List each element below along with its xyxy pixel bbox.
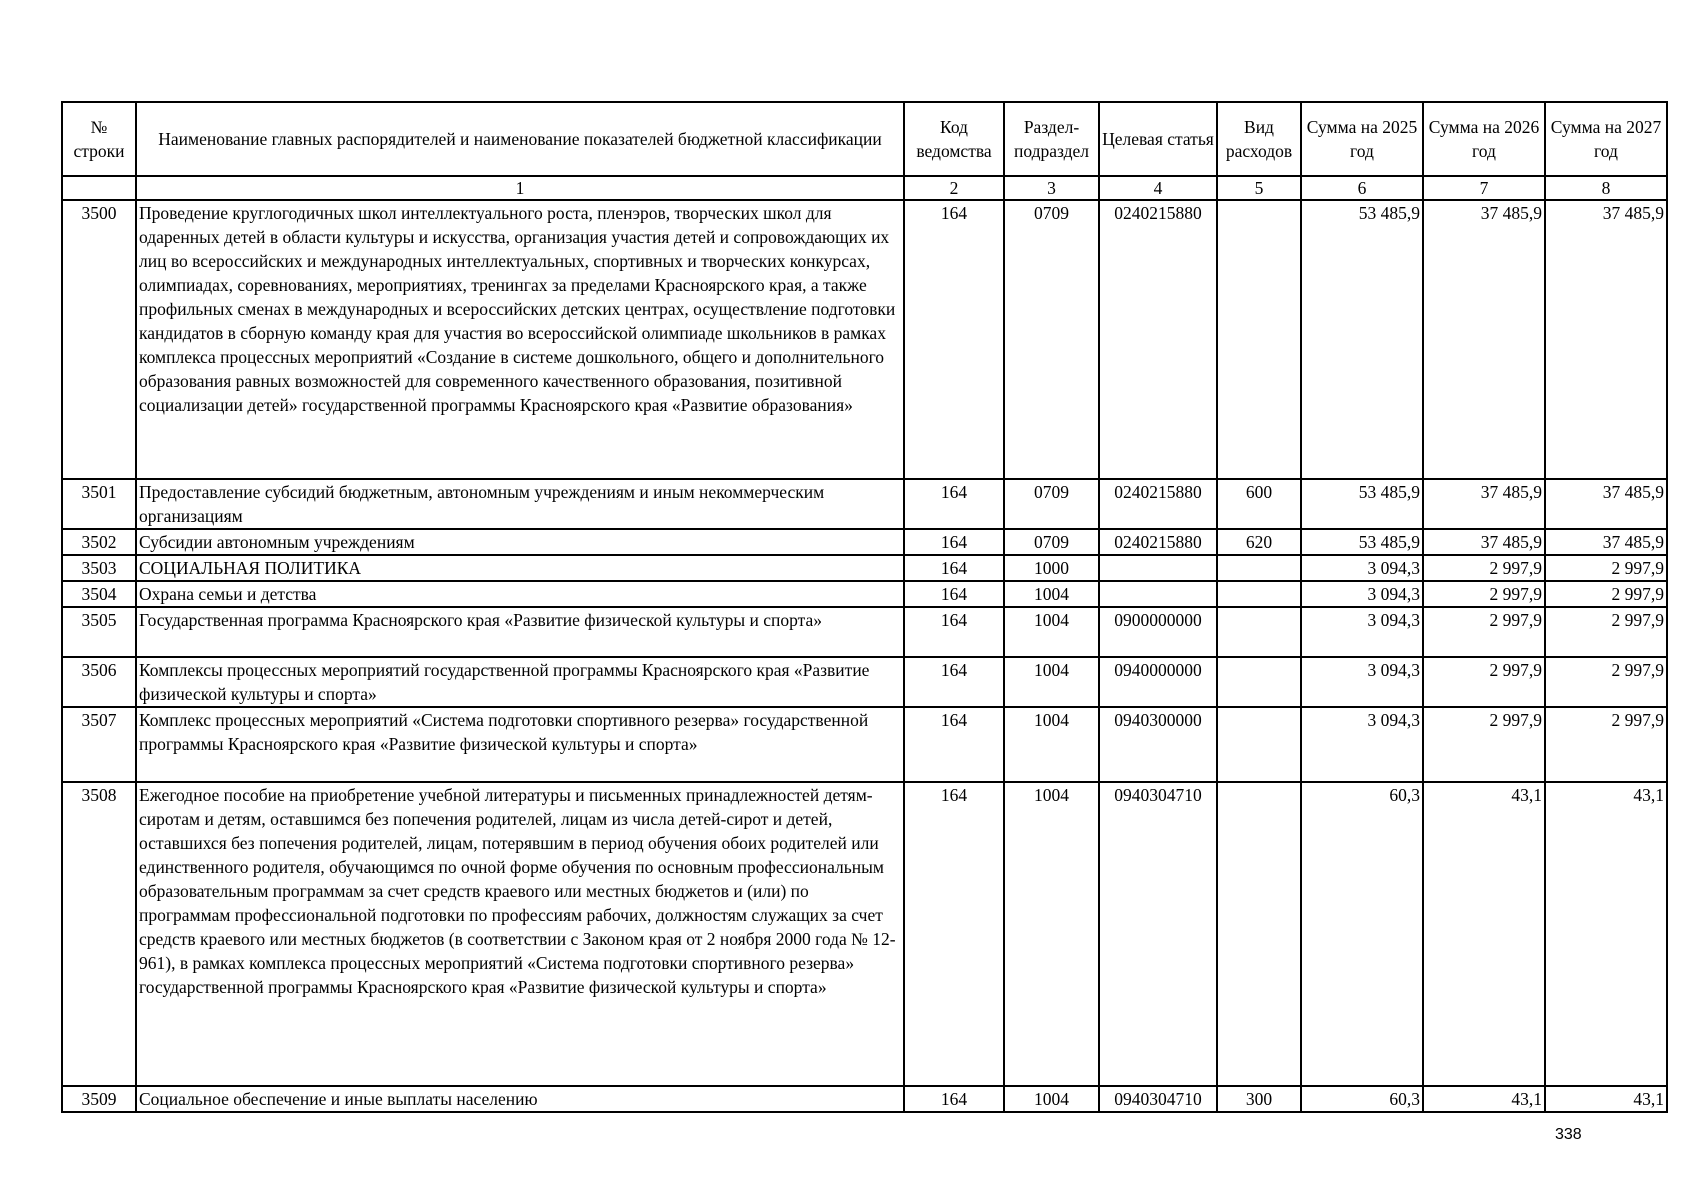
row-number: 3506 <box>62 657 136 707</box>
section-code: 1004 <box>1004 657 1099 707</box>
sum-2025: 3 094,3 <box>1301 607 1423 657</box>
row-number: 3500 <box>62 200 136 479</box>
page-number: 338 <box>1555 1126 1582 1143</box>
table-row <box>62 1086 1667 1112</box>
table-row <box>62 479 1667 529</box>
column-number: 3 <box>1004 176 1099 200</box>
table-row <box>62 782 1667 1086</box>
sum-2025: 3 094,3 <box>1301 581 1423 607</box>
sum-2027: 37 485,9 <box>1545 529 1667 555</box>
dept-code: 164 <box>904 782 1004 1086</box>
expense-type: 300 <box>1217 1086 1301 1112</box>
target-article <box>1099 581 1217 607</box>
target-article: 0940300000 <box>1099 707 1217 782</box>
row-name: Проведение круглогодичных школ интеллектуального роста, пленэров, творческих школ для одаренных детей в области культуры и искусства, организация участия детей и сопровождающих их лиц во всероссийских и международных интеллектуальных, спортивных и творческих конкурсах, олимпиадах, соревнованиях, мероприятиях, тренингах за пределами Красноярского края, а также профильных сменах в международных и всероссийских детских центрах, осуществление подготовки кандидатов в сборную команду края для участия во всероссийской олимпиаде школьников в рамках комплекса процессных мероприятий «Создание в системе дошкольного, общего и дополнительного образования равных возможностей для современного качественного образования, позитивной социализации детей» государственной программы Красноярского края «Развитие образования» <box>136 200 904 479</box>
header-sum-2026: Сумма на 2026 год <box>1423 102 1545 176</box>
dept-code: 164 <box>904 200 1004 479</box>
section-code: 1004 <box>1004 1086 1099 1112</box>
sum-2026: 37 485,9 <box>1423 529 1545 555</box>
sum-2026: 2 997,9 <box>1423 581 1545 607</box>
table-row <box>62 529 1667 555</box>
target-article: 0940304710 <box>1099 1086 1217 1112</box>
column-number: 8 <box>1545 176 1667 200</box>
dept-code: 164 <box>904 555 1004 581</box>
header-section: Раздел-подраздел <box>1004 102 1099 176</box>
expense-type: 600 <box>1217 479 1301 529</box>
expense-type <box>1217 555 1301 581</box>
sum-2027: 2 997,9 <box>1545 707 1667 782</box>
target-article: 0240215880 <box>1099 200 1217 479</box>
expense-type <box>1217 657 1301 707</box>
sum-2026: 37 485,9 <box>1423 479 1545 529</box>
row-name: Субсидии автономным учреждениям <box>136 529 904 555</box>
sum-2025: 53 485,9 <box>1301 479 1423 529</box>
column-number-row <box>62 176 1667 200</box>
budget-table <box>61 101 1668 1113</box>
target-article: 0940000000 <box>1099 657 1217 707</box>
header-expense-type: Вид расходов <box>1217 102 1301 176</box>
section-code: 0709 <box>1004 479 1099 529</box>
sum-2027: 43,1 <box>1545 782 1667 1086</box>
sum-2027: 2 997,9 <box>1545 607 1667 657</box>
column-number: 2 <box>904 176 1004 200</box>
row-name: Комплекс процессных мероприятий «Система подготовки спортивного резерва» государственной программы Красноярского края «Развитие физической культуры и спорта» <box>136 707 904 782</box>
sum-2027: 43,1 <box>1545 1086 1667 1112</box>
sum-2026: 2 997,9 <box>1423 707 1545 782</box>
row-name: Охрана семьи и детства <box>136 581 904 607</box>
header-sum-2027: Сумма на 2027 год <box>1545 102 1667 176</box>
header-name: Наименование главных распорядителей и наименование показателей бюджетной классификации <box>136 102 904 176</box>
row-name: Ежегодное пособие на приобретение учебной литературы и письменных принадлежностей детям-сиротам и детям, оставшимся без попечения родителей, лицам из числа детей-сирот и детей, оставшихся без попечения родителей, лицам, потерявшим в период обучения обоих родителей или единственного родителя, обучающимся по очной форме обучения по основным профессиональным образовательным программам за счет средств краевого или местных бюджетов и (или) по программам профессиональной подготовки по профессиям рабочих, должностям служащих за счет средств краевого или местных бюджетов (в соответствии с Законом края от 2 ноября 2000 года № 12-961), в рамках комплекса процессных мероприятий «Система подготовки спортивного резерва» государственной программы Красноярского края «Развитие физической культуры и спорта» <box>136 782 904 1086</box>
dept-code: 164 <box>904 479 1004 529</box>
sum-2025: 3 094,3 <box>1301 707 1423 782</box>
row-number: 3507 <box>62 707 136 782</box>
target-article: 0240215880 <box>1099 479 1217 529</box>
section-code: 1004 <box>1004 581 1099 607</box>
target-article <box>1099 555 1217 581</box>
section-code: 1000 <box>1004 555 1099 581</box>
dept-code: 164 <box>904 529 1004 555</box>
target-article: 0900000000 <box>1099 607 1217 657</box>
header-row <box>62 102 1667 176</box>
row-name: СОЦИАЛЬНАЯ ПОЛИТИКА <box>136 555 904 581</box>
column-number: 5 <box>1217 176 1301 200</box>
row-number: 3501 <box>62 479 136 529</box>
column-number: 6 <box>1301 176 1423 200</box>
expense-type <box>1217 607 1301 657</box>
dept-code: 164 <box>904 581 1004 607</box>
column-number: 4 <box>1099 176 1217 200</box>
row-name: Государственная программа Красноярского края «Развитие физической культуры и спорта» <box>136 607 904 657</box>
row-number: 3504 <box>62 581 136 607</box>
sum-2026: 37 485,9 <box>1423 200 1545 479</box>
header-dept-code: Код ведомства <box>904 102 1004 176</box>
row-name: Социальное обеспечение и иные выплаты населению <box>136 1086 904 1112</box>
header-target-article: Целевая статья <box>1099 102 1217 176</box>
expense-type <box>1217 200 1301 479</box>
row-name: Комплексы процессных мероприятий государственной программы Красноярского края «Развитие физической культуры и спорта» <box>136 657 904 707</box>
dept-code: 164 <box>904 657 1004 707</box>
sum-2025: 3 094,3 <box>1301 555 1423 581</box>
table-row <box>62 607 1667 657</box>
target-article: 0240215880 <box>1099 529 1217 555</box>
sum-2025: 3 094,3 <box>1301 657 1423 707</box>
row-number: 3508 <box>62 782 136 1086</box>
column-number: 1 <box>136 176 904 200</box>
section-code: 1004 <box>1004 607 1099 657</box>
section-code: 1004 <box>1004 782 1099 1086</box>
sum-2026: 43,1 <box>1423 782 1545 1086</box>
sum-2025: 53 485,9 <box>1301 529 1423 555</box>
expense-type <box>1217 581 1301 607</box>
expense-type <box>1217 782 1301 1086</box>
sum-2027: 37 485,9 <box>1545 200 1667 479</box>
row-number: 3509 <box>62 1086 136 1112</box>
table-row <box>62 200 1667 479</box>
column-number: 7 <box>1423 176 1545 200</box>
sum-2026: 2 997,9 <box>1423 657 1545 707</box>
sum-2027: 2 997,9 <box>1545 555 1667 581</box>
sum-2027: 37 485,9 <box>1545 479 1667 529</box>
sum-2027: 2 997,9 <box>1545 581 1667 607</box>
sum-2025: 53 485,9 <box>1301 200 1423 479</box>
row-number: 3502 <box>62 529 136 555</box>
sum-2025: 60,3 <box>1301 782 1423 1086</box>
header-row-number: № строки <box>62 102 136 176</box>
sum-2025: 60,3 <box>1301 1086 1423 1112</box>
table-row <box>62 657 1667 707</box>
dept-code: 164 <box>904 707 1004 782</box>
header-sum-2025: Сумма на 2025 год <box>1301 102 1423 176</box>
row-number: 3503 <box>62 555 136 581</box>
sum-2027: 2 997,9 <box>1545 657 1667 707</box>
table-row <box>62 707 1667 782</box>
table-row <box>62 581 1667 607</box>
column-number <box>62 176 136 200</box>
expense-type: 620 <box>1217 529 1301 555</box>
sum-2026: 2 997,9 <box>1423 607 1545 657</box>
sum-2026: 2 997,9 <box>1423 555 1545 581</box>
expense-type <box>1217 707 1301 782</box>
dept-code: 164 <box>904 607 1004 657</box>
row-name: Предоставление субсидий бюджетным, автономным учреждениям и иным некоммерческим организациям <box>136 479 904 529</box>
section-code: 0709 <box>1004 529 1099 555</box>
dept-code: 164 <box>904 1086 1004 1112</box>
table-row <box>62 555 1667 581</box>
sum-2026: 43,1 <box>1423 1086 1545 1112</box>
section-code: 0709 <box>1004 200 1099 479</box>
target-article: 0940304710 <box>1099 782 1217 1086</box>
section-code: 1004 <box>1004 707 1099 782</box>
row-number: 3505 <box>62 607 136 657</box>
